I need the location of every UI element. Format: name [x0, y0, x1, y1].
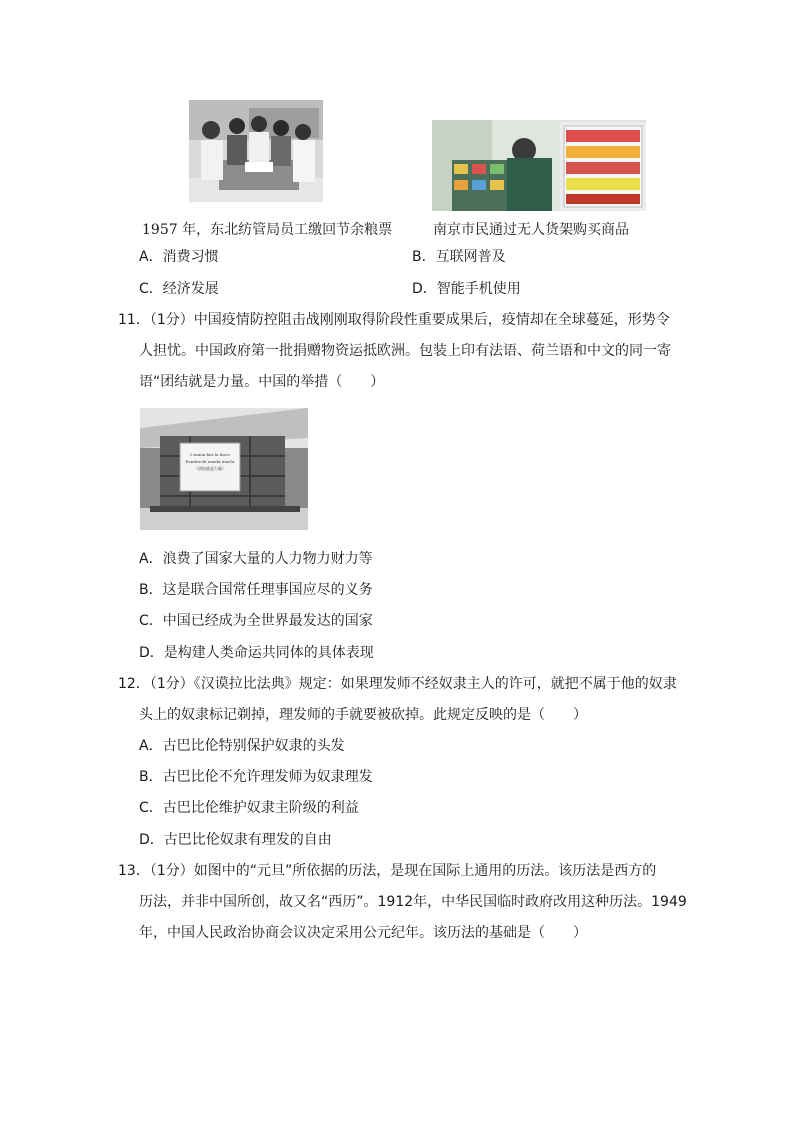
q11-option-a: A．浪费了国家大量的人力物力财力等 — [139, 551, 373, 567]
crate-sign-line2: Eendracht maakt macht — [185, 459, 235, 464]
q13-stem-line1: 13．（1分）如图中的“元旦”所依据的历法，是现在国际上通用的历法。该历法是西方的 — [118, 863, 657, 879]
q10-option-a: A．消费习惯 — [139, 249, 219, 265]
photo-unmanned-shelf — [432, 120, 646, 211]
q12-option-c: C．古巴比伦维护奴隶主阶级的利益 — [139, 800, 359, 816]
q10-option-c: C．经济发展 — [139, 281, 219, 297]
crate-sign — [180, 443, 240, 491]
q12-stem-line2: 头上的奴隶标记剃掉，理发师的手就要被砍掉。此规定反映的是（ ） — [139, 707, 587, 723]
photo-ration-tickets — [189, 100, 323, 202]
q11-stem-line2: 人担忧。中国政府第一批捐赠物资运抵欧洲。包装上印有法语、荷兰语和中文的同一寄 — [139, 343, 671, 359]
caption-unmanned-shelf: 南京市民通过无人货架购买商品 — [433, 222, 629, 238]
q11-stem-line3: 语“团结就是力量。中国的举措（ ） — [139, 374, 385, 390]
q12-option-b: B．古巴比伦不允许理发师为奴隶理发 — [139, 769, 373, 785]
q10-option-b: B．互联网普及 — [412, 249, 506, 265]
photo-ration-tickets-graphic — [189, 100, 323, 202]
q10-option-d: D．智能手机使用 — [412, 281, 521, 297]
caption-ration-tickets: 1957 年，东北纺管局员工缴回节余粮票 — [142, 222, 393, 238]
q11-option-b: B．这是联合国常任理事国应尽的义务 — [139, 582, 373, 598]
q11-stem-line1: 11．（1分）中国疫情防控阻击战刚刚取得阶段性重要成果后，疫情却在全球蔓延，形势令 — [118, 312, 670, 328]
q12-stem-line1: 12．（1分）《汉谟拉比法典》规定：如果理发师不经奴隶主人的许可，就把不属于他的奴隶 — [118, 676, 677, 692]
q12-option-a: A．古巴比伦特别保护奴隶的头发 — [139, 738, 345, 754]
q11-option-d: D．是构建人类命运共同体的具体表现 — [139, 645, 374, 661]
photo-donation-crate — [140, 408, 308, 530]
crate-sign-line3: （团结就是力量） — [194, 466, 226, 471]
q11-option-c: C．中国已经成为全世界最发达的国家 — [139, 613, 373, 629]
photo-unmanned-shelf-graphic — [432, 120, 646, 211]
q13-stem-line3: 年，中国人民政治协商会议决定采用公元纪年。该历法的基础是（ ） — [139, 925, 587, 941]
crate-sign-line1: L'union fait la force — [190, 452, 230, 457]
q12-option-d: D．古巴比伦奴隶有理发的自由 — [139, 832, 332, 848]
q13-stem-line2: 历法，并非中国所创，故又名“西历”。1912年，中华民国临时政府改用这种历法。1949 — [139, 894, 687, 910]
